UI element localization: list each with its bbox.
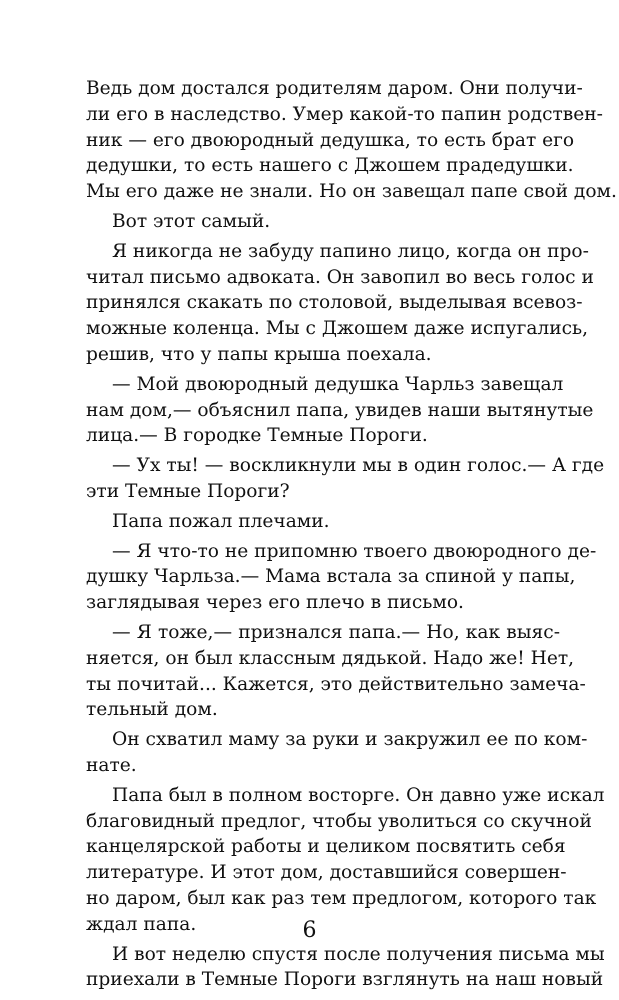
page-number: 6 [302,918,317,943]
text-line: Мы его даже не знали. Но он завещал папе свой дом. [86,181,617,203]
text-line: нате. [86,754,137,776]
paragraph [86,239,594,368]
text-line: душку Чарльза.— Мама встала за спиной у папы, [86,566,576,588]
text-line: — Я что-то не припомню твоего двоюродного де- [112,540,597,562]
text-line: заглядывая через его плечо в письмо. [86,592,464,614]
paragraph [86,209,560,235]
text-line: канцелярской работы и целиком посвятить себя [86,836,566,858]
paragraph [86,942,605,994]
paragraph [86,727,588,779]
text-line: ты почитай... Кажется, это действительно замеча- [86,673,586,695]
text-line: нам дом,— объяснил папа, увидев наши вытянутые [86,399,594,421]
text-line: Папа пожал плечами. [112,510,330,532]
text-line: тельный дом. [86,699,218,721]
text-line: принялся скакать по столовой, выделывая всевоз- [86,292,583,314]
paragraph [86,620,586,723]
text-line: читал письмо адвоката. Он завопил во весь голос и [86,266,594,288]
text-line: — Ух ты! — воскликнули мы в один голос.— А где [112,455,605,477]
paragraph [86,372,594,449]
text-line: ник — его двоюродный дедушка, то есть брат его [86,129,575,151]
text-line: ли его в наследство. Умер какой-то папин родствен- [86,103,603,125]
text-line: Он схватил маму за руки и закружил ее по ком- [112,729,588,751]
text-block [86,76,617,993]
text-line: — Мой двоюродный дедушка Чарльз завещал [112,373,564,395]
paragraph [86,783,605,938]
text-line: ждал папа. [86,913,197,935]
text-line: Я никогда не забуду папино лицо, когда он про- [112,240,589,262]
text-line: няется, он был классным дядькой. Надо же! Нет, [86,647,575,669]
text-line: лица.— В городке Темные Пороги. [86,425,428,447]
paragraph [86,76,617,205]
text-line: Вот этот самый. [112,210,271,232]
paragraph [86,509,560,535]
text-line: — Я тоже,— признался папа.— Но, как выяс- [112,621,560,643]
text-line: эти Темные Пороги? [86,480,290,502]
text-line: Папа был в полном восторге. Он давно уже искал [112,784,605,806]
text-line: решив, что у папы крыша поехала. [86,343,432,365]
text-line: И вот неделю спустя после получения письма мы [112,943,605,965]
text-line: благовидный предлог, чтобы уволиться со скучной [86,810,592,832]
paragraph [86,539,597,616]
text-line: Ведь дом достался родителям даром. Они получи- [86,78,583,99]
text-line: но даром, был как раз тем предлогом, которого так [86,887,597,909]
text-line: литературе. И этот дом, доставшийся совершен- [86,862,567,884]
text-line: можные коленца. Мы с Джошем даже испугались, [86,318,589,340]
text-line: дедушки, то есть нашего с Джошем прадедушки. [86,155,574,177]
paragraph [86,453,605,505]
text-line: приехали в Темные Пороги взглянуть на наш новый [86,969,604,991]
